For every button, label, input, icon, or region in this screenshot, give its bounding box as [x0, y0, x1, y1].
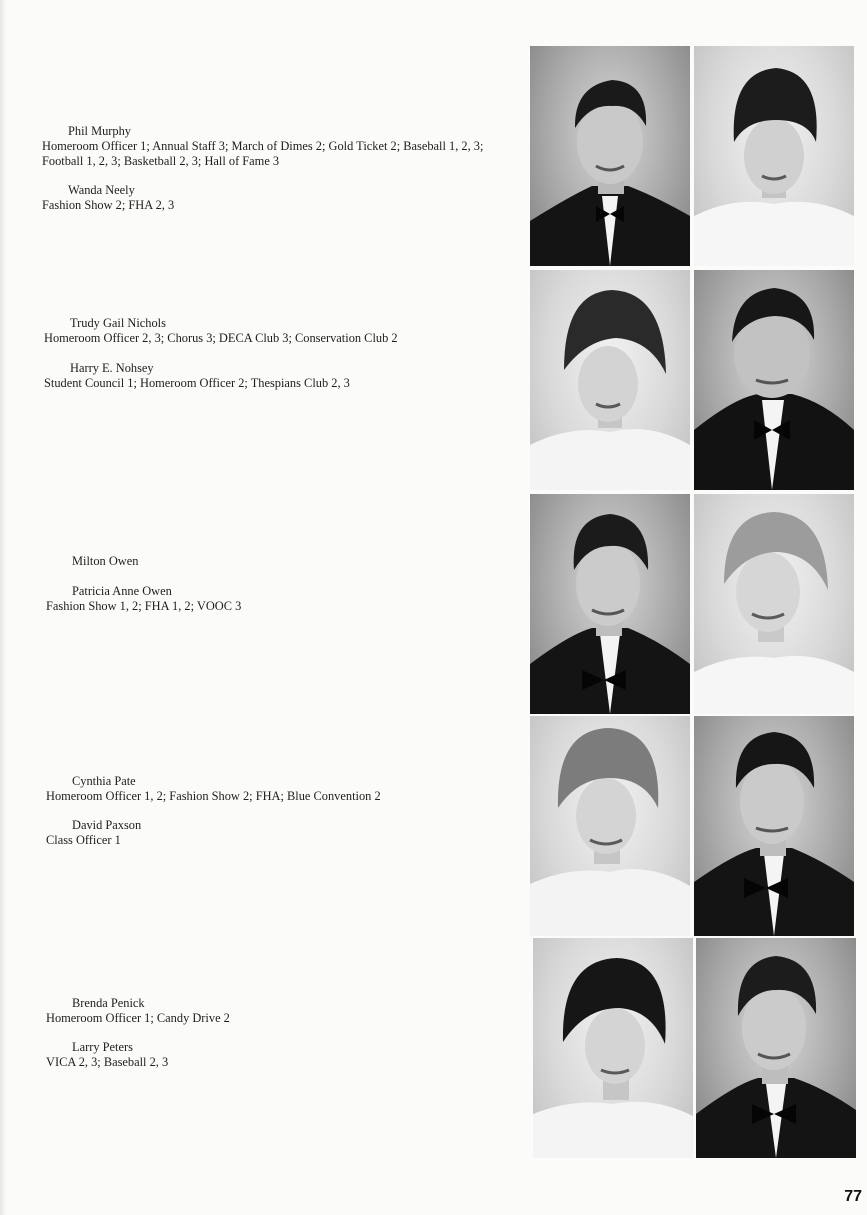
student-entry-brenda-penick	[46, 996, 516, 1026]
student-activities: Homeroom Officer 2, 3; Chorus 3; DECA Club 3; Conservation Club 2	[44, 331, 398, 345]
student-entry-wanda-neely	[42, 183, 512, 213]
student-entry-larry-peters	[46, 1040, 516, 1070]
student-name: Harry E. Nohsey	[70, 361, 154, 375]
student-entry-trudy-gail-nichols	[44, 316, 514, 346]
student-entry-patricia-anne-owen	[46, 584, 516, 614]
student-name: Milton Owen	[72, 554, 139, 568]
student-entry-phil-murphy	[42, 124, 502, 169]
portrait-trudy-gail-nichols	[530, 270, 690, 490]
portrait-brenda-penick	[533, 938, 693, 1158]
student-entry-cynthia-pate	[46, 774, 516, 804]
student-activities: Class Officer 1	[46, 833, 121, 847]
student-name: Patricia Anne Owen	[72, 584, 172, 598]
portrait-larry-peters	[696, 938, 856, 1158]
student-activities: Homeroom Officer 1; Annual Staff 3; March of Dimes 2; Gold Ticket 2; Baseball 1, 2, 3; Football 1, 2, 3; Basketball 2, 3; Hall of Fame 3	[42, 139, 484, 168]
portrait-phil-murphy	[530, 46, 690, 266]
student-activities: Student Council 1; Homeroom Officer 2; Thespians Club 2, 3	[44, 376, 350, 390]
student-activities: Fashion Show 2; FHA 2, 3	[42, 198, 175, 212]
portrait-harry-nohsey	[694, 270, 854, 490]
student-name: Larry Peters	[72, 1040, 133, 1054]
student-activities: Homeroom Officer 1, 2; Fashion Show 2; FHA; Blue Convention 2	[46, 789, 381, 803]
portrait-david-paxson	[694, 716, 854, 936]
page-number: 77	[844, 1188, 862, 1205]
page-gutter	[0, 0, 6, 1215]
student-activities: VICA 2, 3; Baseball 2, 3	[46, 1055, 169, 1069]
student-name: Trudy Gail Nichols	[70, 316, 166, 330]
portrait-cynthia-pate	[530, 716, 690, 936]
student-activities: Homeroom Officer 1; Candy Drive 2	[46, 1011, 230, 1025]
student-entry-milton-owen	[46, 554, 516, 569]
student-activities: Fashion Show 1, 2; FHA 1, 2; VOOC 3	[46, 599, 242, 613]
portrait-milton-owen	[530, 494, 690, 714]
student-name: Brenda Penick	[72, 996, 145, 1010]
student-name: Wanda Neely	[68, 183, 135, 197]
student-entry-harry-nohsey	[44, 361, 514, 391]
student-entry-david-paxson	[46, 818, 516, 848]
student-name: David Paxson	[72, 818, 142, 832]
student-name: Cynthia Pate	[72, 774, 136, 788]
student-name: Phil Murphy	[68, 124, 131, 138]
portrait-patricia-anne-owen	[694, 494, 854, 714]
portrait-wanda-neely	[694, 46, 854, 266]
